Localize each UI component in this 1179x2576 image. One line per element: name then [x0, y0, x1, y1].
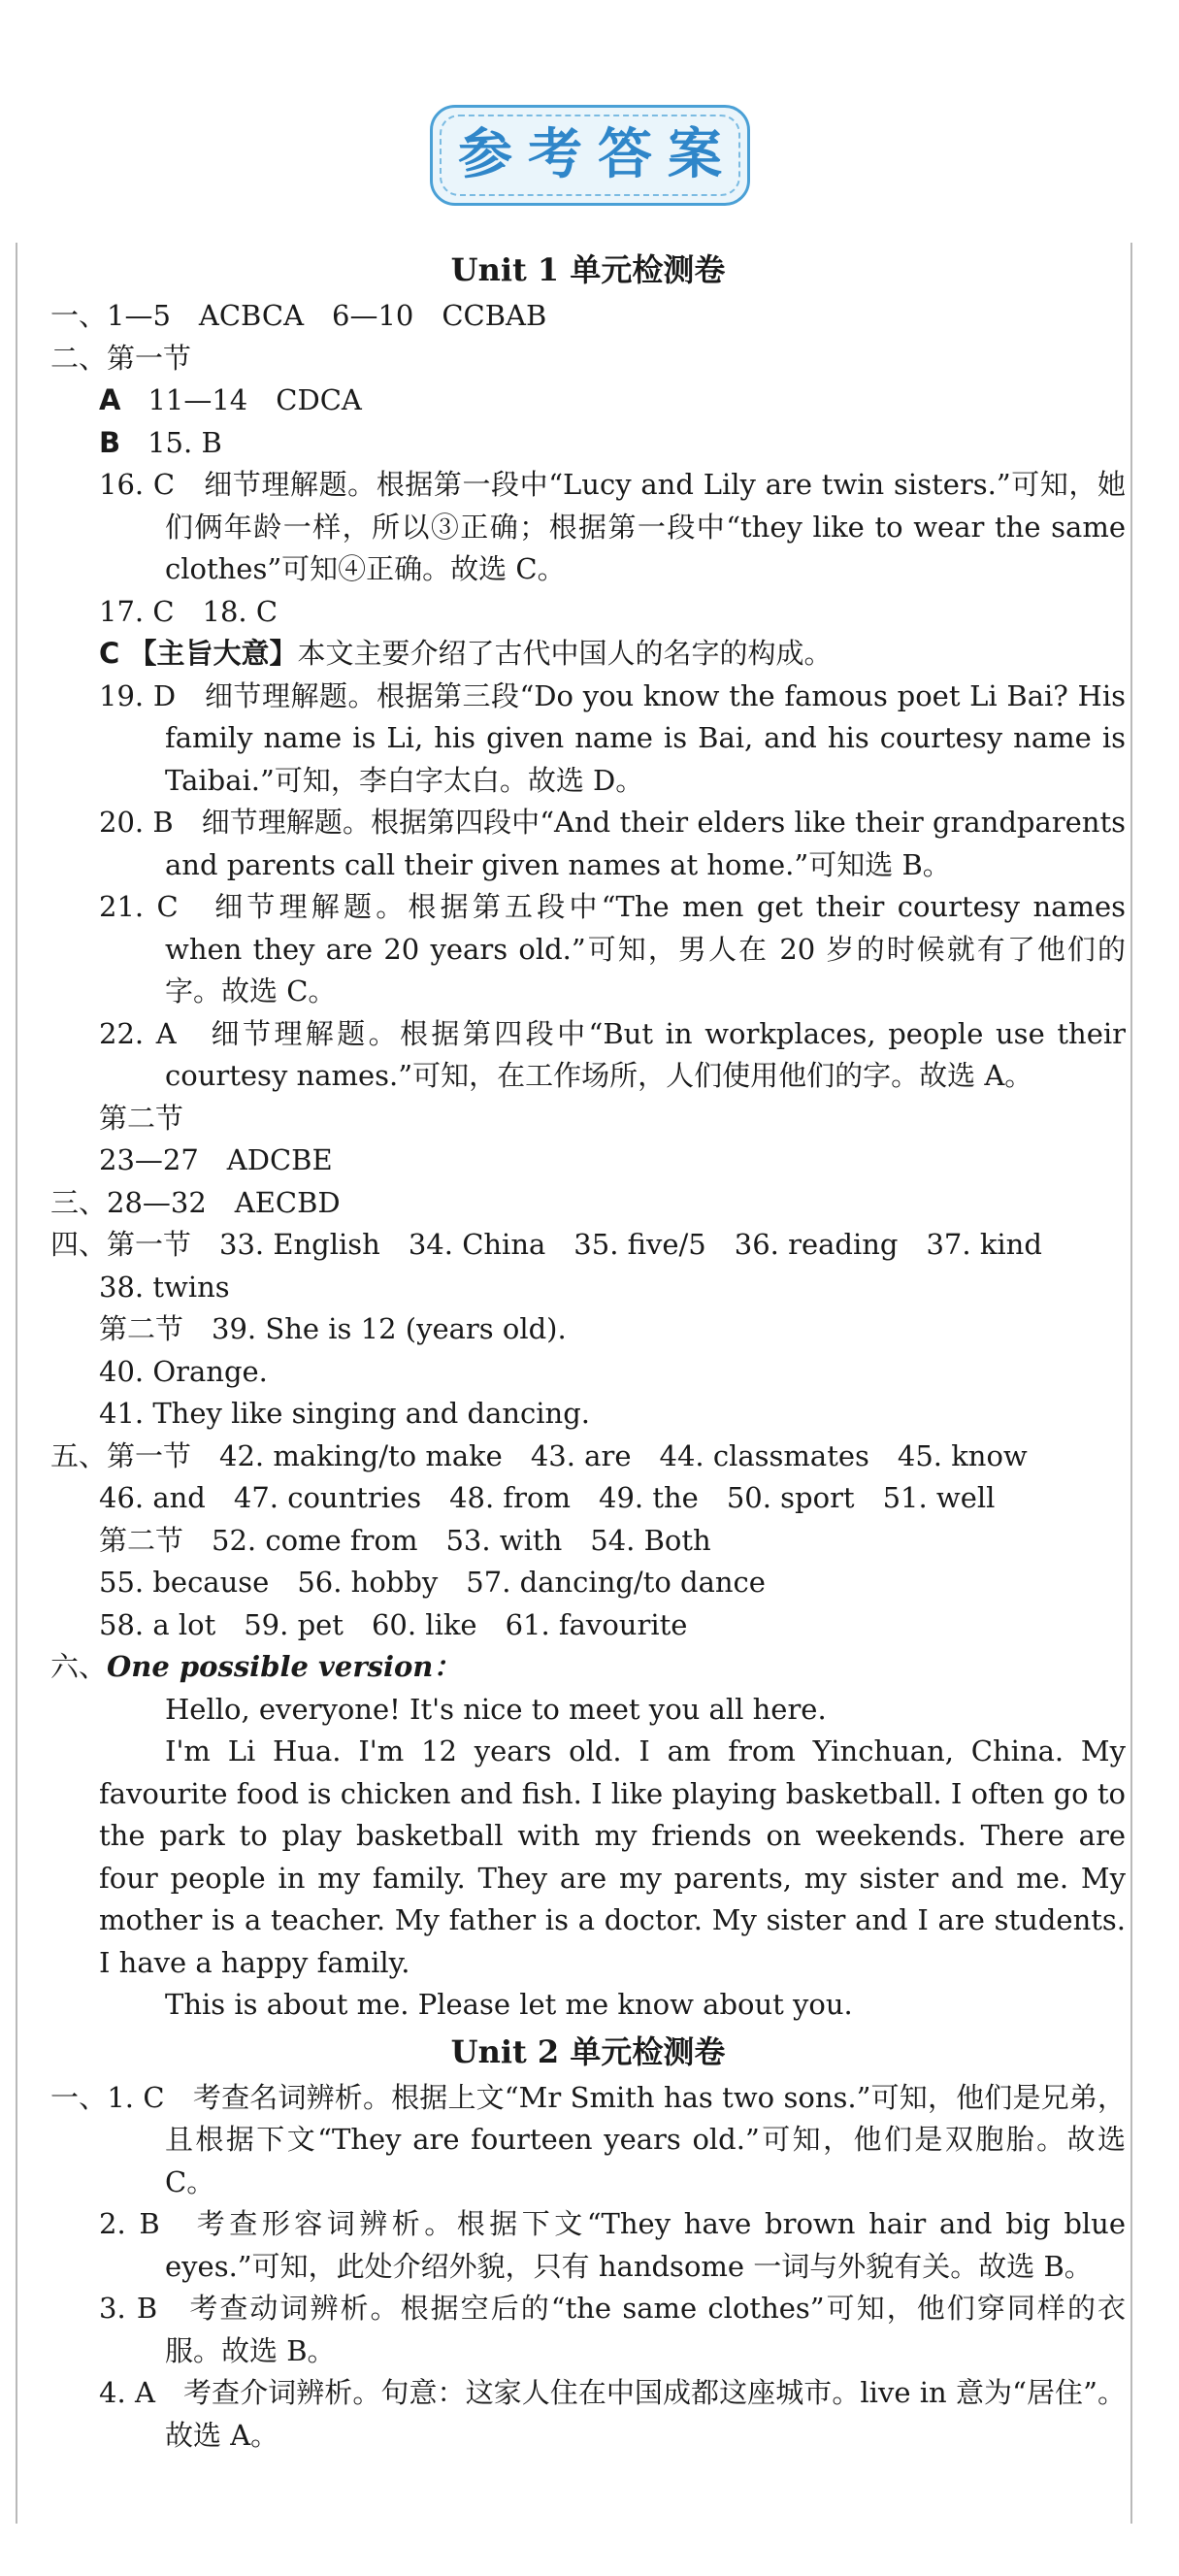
answer-key-banner: [430, 105, 750, 206]
unit2-q4: 4. A 考查介词辨析。句意：这家人住在中国成都这座城市。live in 意为“居住”。故选 A。: [99, 2376, 1126, 2452]
unit1-s5-line4: 55. because 56. hobby 57. dancing/to dance: [99, 1566, 766, 1599]
part-c-tag: 【主旨大意】: [128, 637, 298, 670]
part-c-label: C: [99, 637, 120, 670]
unit1-q20: 20. B 细节理解题。根据第四段中“And their elders like their grandparents and parents call their given names at home.”可知选 B。: [99, 806, 1126, 881]
unit2-title: Unit 2 单元检测卷: [450, 2032, 726, 2070]
unit1-section3: 三、28—32 AECBD: [50, 1185, 341, 1219]
unit1-s2-part-b: [50, 422, 1126, 465]
unit1-q17-18: 17. C 18. C: [99, 594, 278, 628]
unit1-section2-head: 二、第一节: [50, 341, 192, 375]
left-margin-rule: [16, 243, 17, 2524]
unit1-s4-line4: 40. Orange.: [99, 1354, 268, 1388]
unit1-s4-line5: 41. They like singing and dancing.: [99, 1397, 591, 1430]
section6-number: 六、: [50, 1650, 108, 1683]
part-a-label: A: [99, 383, 121, 416]
essay-paragraph-1: Hello, everyone! It's nice to meet you all here.: [165, 1692, 827, 1726]
section6-label: One possible version：: [107, 1650, 462, 1683]
unit1-s2-part2: 第二节: [99, 1101, 184, 1135]
unit1-q21: 21. C 细节理解题。根据第五段中“The men get their courtesy names when they are 20 years old.”可知，男人在 20 岁的时候就有了他们的字。故选 C。: [99, 890, 1126, 1007]
banner-title: 参考答案: [458, 123, 737, 187]
essay-paragraph-2: I'm Li Hua. I'm 12 years old. I am from Yinchuan, China. My favourite food is chicken and fish. I like playing basketball. I often go to the park to play basketball with my friends on weekends. There are four people in my family. They are my parents, my sister and me. My mother is a teacher. My father is a doctor. My sister and I are students. I have a happy family.: [99, 1734, 1126, 1979]
unit2-q3: 3. B 考查动词辨析。根据空后的“the same clothes”可知，他们穿同样的衣服。故选 B。: [99, 2292, 1126, 2367]
part-a-answers: 11—14 CDCA: [147, 383, 362, 416]
unit1-s4-line3: 第二节 39. She is 12 (years old).: [99, 1312, 567, 1345]
part-c-summary: 本文主要介绍了古代中国人的名字的构成。: [297, 637, 833, 670]
unit1-s5-line5: 58. a lot 59. pet 60. like 61. favourite: [99, 1607, 688, 1641]
essay-paragraph-3: This is about me. Please let me know about you.: [165, 1988, 853, 2021]
part-b-label: B: [99, 425, 121, 459]
unit2-q2: 2. B 考查形容词辨析。根据下文“They have brown hair and big blue eyes.”可知，此处介绍外貌，只有 handsome 一词与外貌有关。故选 B。: [99, 2207, 1126, 2283]
unit1-q19: 19. D 细节理解题。根据第三段“Do you know the famous poet Li Bai? His family name is Li, his given name is Bai, and his courtesy name is Taibai.”可知，李白字太白。故选 D。: [99, 678, 1126, 797]
unit1-s5-line1: 五、第一节 42. making/to make 43. are 44. classmates 45. know: [50, 1438, 1028, 1472]
right-margin-rule: [1130, 243, 1132, 2524]
sample-essay: [50, 1689, 1126, 2027]
part-b-answers: 15. B: [147, 425, 222, 459]
unit1-part-c: [50, 633, 1126, 676]
unit1-s4-line2: 38. twins: [99, 1270, 230, 1304]
unit1-q22: 22. A 细节理解题。根据第四段中“But in workplaces, people use their courtesy names.”可知，在工作场所，人们使用他们的字。故选 A。: [99, 1016, 1126, 1092]
unit1-title: Unit 1 单元检测卷: [450, 251, 726, 288]
unit1-s2-part-a: [50, 380, 1126, 422]
unit1-q16: 16. C 细节理解题。根据第一段中“Lucy and Lily are twin sisters.”可知，她们俩年龄一样，所以③正确；根据第一段中“they like to wear the same clothes”可知④正确。故选 C。: [99, 468, 1126, 585]
unit1-section6-head: [50, 1646, 1126, 1689]
unit1-s4-line1: 四、第一节 33. English 34. China 35. five/5 36. reading 37. kind: [50, 1228, 1042, 1261]
unit1-q23-27: 23—27 ADCBE: [99, 1143, 333, 1176]
unit2-q1: 一、1. C 考查名词辨析。根据上文“Mr Smith has two sons.”可知，他们是兄弟，且根据下文“They are fourteen years old.”可知，他们是双胞胎。故选 C。: [50, 2080, 1126, 2198]
answer-content: [50, 245, 1126, 2457]
unit1-s5-line3: 第二节 52. come from 53. with 54. Both: [99, 1523, 711, 1557]
unit1-s5-line2: 46. and 47. countries 48. from 49. the 50. sport 51. well: [99, 1481, 996, 1514]
unit1-section1: 一、1—5 ACBCA 6—10 CCBAB: [50, 299, 547, 332]
